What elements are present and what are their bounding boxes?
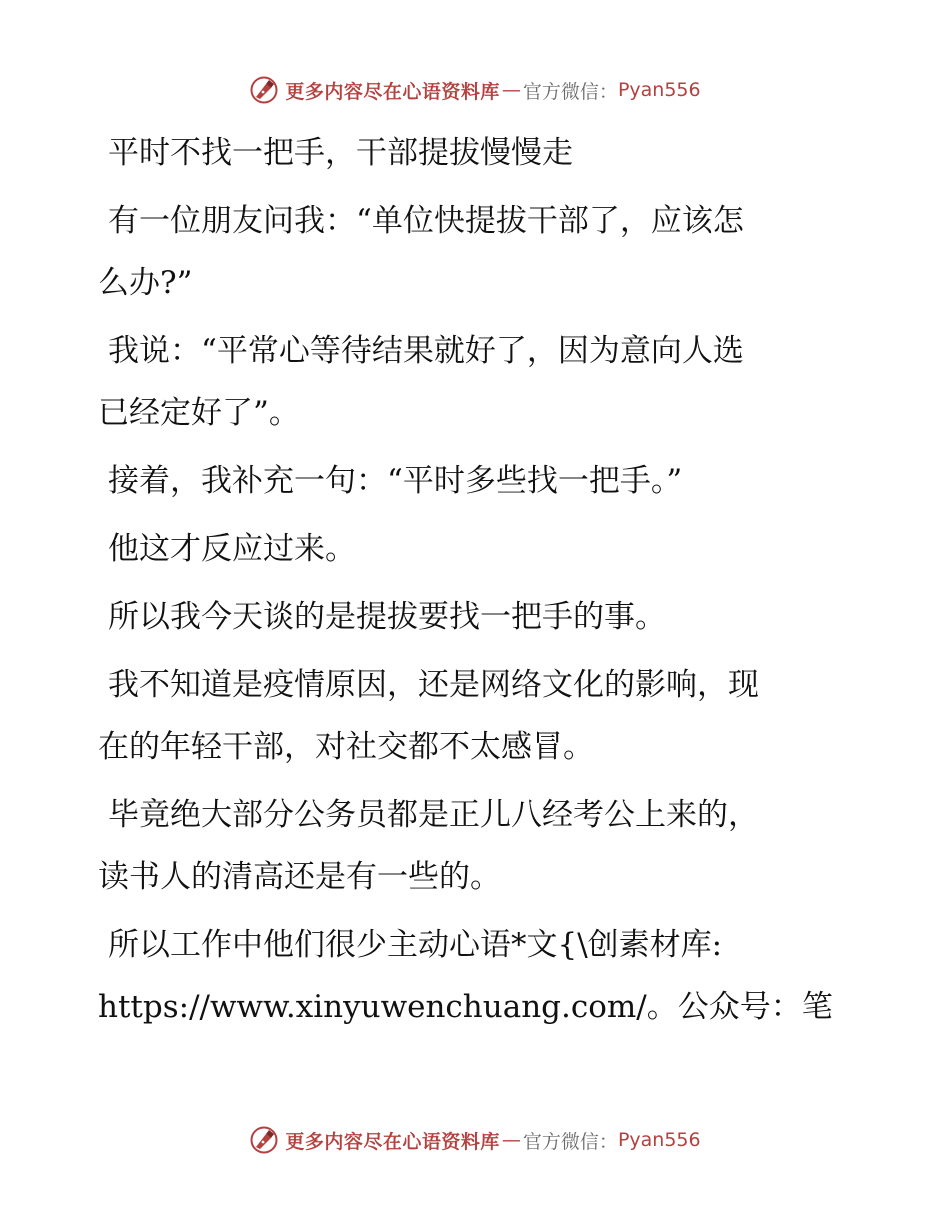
paragraph-line: https://www.xinyuwenchuang.com/。公众号：笔 (98, 989, 833, 1025)
footer-banner (0, 1120, 950, 1160)
pen-nib-logo-icon (249, 1125, 279, 1155)
paragraph-line: 我不知道是疫情原因，还是网络文化的影响，现 (108, 667, 759, 703)
banner-wechat-label: 官方微信： (522, 80, 618, 103)
doc-title (98, 122, 838, 184)
header-banner (0, 70, 950, 110)
pen-nib-logo-icon (249, 75, 279, 105)
paragraph (98, 190, 838, 314)
paragraph (98, 654, 838, 778)
paragraph-line: 在的年轻干部，对社交都不太感冒。 (98, 729, 594, 765)
paragraph (98, 784, 838, 908)
document-body (98, 122, 838, 1044)
paragraph (98, 586, 838, 648)
banner-main-text: 更多内容尽在心语资料库 (285, 80, 500, 103)
paragraph (98, 914, 838, 1038)
paragraph (98, 518, 838, 580)
paragraph (98, 450, 838, 512)
banner-dash: — (501, 79, 521, 101)
banner-dash: — (501, 1129, 521, 1151)
paragraph-line: 所以我今天谈的是提拔要找一把手的事。 (108, 599, 666, 635)
paragraph (98, 320, 838, 444)
paragraph-line: 有一位朋友问我：“单位快提拔干部了，应该怎 (108, 203, 744, 239)
paragraph-line: 平时不找一把手，干部提拔慢慢走 (108, 135, 573, 171)
paragraph-line: 我说：“平常心等待结果就好了，因为意向人选 (108, 333, 744, 369)
paragraph-line: 读书人的清高还是有一些的。 (98, 859, 501, 895)
banner-main-text: 更多内容尽在心语资料库 (285, 1130, 500, 1153)
paragraph-line: 接着，我补充一句：“平时多些找一把手。” (108, 463, 683, 499)
paragraph-line: 已经定好了”。 (98, 395, 300, 431)
paragraph-line: 毕竟绝大部分公务员都是正儿八经考公上来的， (108, 797, 759, 833)
banner-wechat-id: Pyan556 (617, 1129, 701, 1151)
paragraph-line: 他这才反应过来。 (108, 531, 356, 567)
paragraph-line: 所以工作中他们很少主动心语*文{\创素材库: (108, 927, 723, 963)
banner-wechat-label: 官方微信： (522, 1130, 618, 1153)
banner-wechat-id: Pyan556 (617, 79, 701, 101)
paragraph-line: 么办?” (98, 265, 193, 301)
